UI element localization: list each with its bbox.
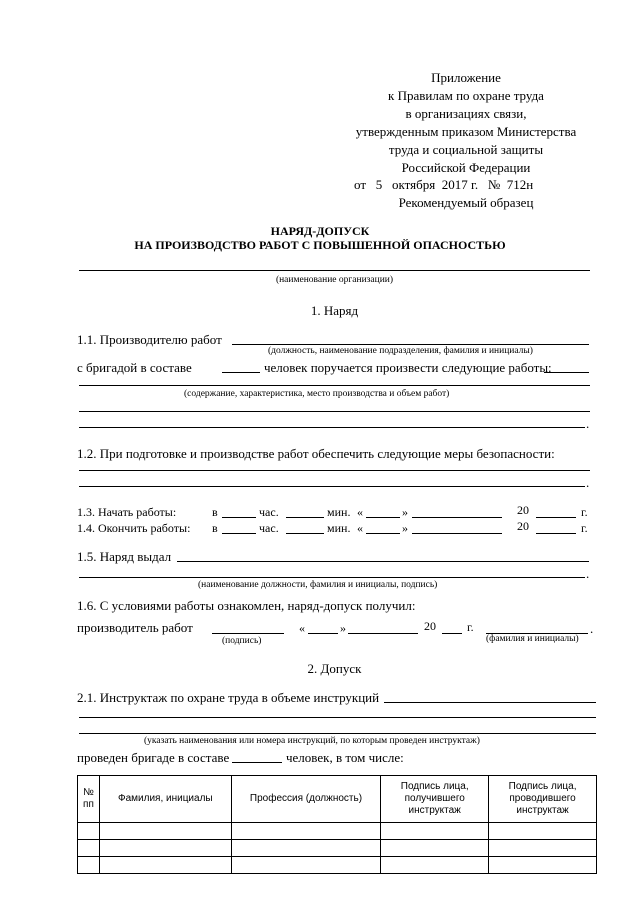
start-year-field[interactable] xyxy=(536,517,576,518)
table-cell[interactable] xyxy=(381,823,489,840)
brigade-prefix: с бригадой в составе xyxy=(77,360,192,375)
p16-label: 1.6. С условиями работы ознакомлен, наряд-допуск получил: xyxy=(77,598,416,613)
org-name-field[interactable] xyxy=(79,270,590,271)
end-month-field[interactable] xyxy=(412,533,502,534)
table-cell[interactable] xyxy=(99,857,231,874)
appendix-line-5: труда и социальной защиты xyxy=(388,142,544,157)
start-hours-field[interactable] xyxy=(222,517,256,518)
table-cell[interactable] xyxy=(78,823,100,840)
performer-field[interactable] xyxy=(232,344,589,345)
briefing-table xyxy=(77,775,597,874)
works-start-field[interactable] xyxy=(544,372,589,373)
instructions-field-3[interactable] xyxy=(79,733,596,734)
doc-title-line-1: НАРЯД-ДОПУСК xyxy=(270,224,370,238)
issued-by-field-1[interactable] xyxy=(177,561,589,562)
performer-year-20: 20 xyxy=(424,619,436,633)
table-cell[interactable] xyxy=(381,857,489,874)
appendix-date-line xyxy=(354,177,533,193)
start-hours-label: час. xyxy=(259,505,279,519)
signature-caption: (подпись) xyxy=(222,636,262,646)
col-name-header: Фамилия, инициалы xyxy=(99,776,231,823)
conducted-prefix: проведен бригаде в составе xyxy=(77,750,230,765)
section1-heading: 1. Наряд xyxy=(310,303,359,318)
instructions-field-2[interactable] xyxy=(79,717,596,718)
order-number: 712н xyxy=(506,177,534,192)
p12-label: 1.2. При подготовке и производстве работ обеспечить следующие меры безопасности: xyxy=(77,446,555,461)
p15-caption: (наименование должности, фамилия и инициалы, подпись) xyxy=(198,580,438,590)
start-year-20: 20 xyxy=(517,503,529,517)
start-month-field[interactable] xyxy=(412,517,502,518)
start-minutes-label: мин. xyxy=(327,505,351,519)
col-number-header: № пп xyxy=(78,776,100,823)
date-month: октября xyxy=(392,177,436,192)
start-minutes-field[interactable] xyxy=(286,517,324,518)
col-conducted-signature-header: Подпись лица, проводившего инструктаж xyxy=(489,776,597,823)
end-year-field[interactable] xyxy=(536,533,576,534)
start-prep: в xyxy=(212,505,218,519)
appendix-line-1: Приложение xyxy=(431,70,501,85)
appendix-line-3: в организациях связи, xyxy=(405,106,527,121)
col-received-signature-header: Подпись лица, получившего инструктаж xyxy=(381,776,489,823)
end-minutes-label: мин. xyxy=(327,521,351,535)
table-cell[interactable] xyxy=(99,823,231,840)
conducted-count-field[interactable] xyxy=(232,762,282,763)
table-cell[interactable] xyxy=(231,857,381,874)
date-year: 2017 г. xyxy=(441,177,479,192)
table-row xyxy=(78,857,597,874)
section2-heading: 2. Допуск xyxy=(307,661,362,676)
works-field-1[interactable] xyxy=(79,385,590,386)
table-row xyxy=(78,823,597,840)
p14-label: 1.4. Окончить работы: xyxy=(77,521,191,535)
performer-day-field[interactable] xyxy=(308,633,338,634)
number-sign: № xyxy=(487,177,501,192)
instr-caption: (указать наименования или номера инструкций, по которым проведен инструктаж) xyxy=(144,736,480,746)
brigade-count-field[interactable] xyxy=(222,372,260,373)
table-cell[interactable] xyxy=(381,840,489,857)
table-cell[interactable] xyxy=(99,840,231,857)
end-minutes-field[interactable] xyxy=(286,533,324,534)
p13-label: 1.3. Начать работы: xyxy=(77,505,177,519)
p21-label: 2.1. Инструктаж по охране труда в объеме инструкций xyxy=(77,690,380,705)
date-prefix: от xyxy=(354,177,367,192)
table-cell[interactable] xyxy=(231,823,381,840)
table-cell[interactable] xyxy=(78,840,100,857)
conducted-suffix: человек, в том числе: xyxy=(286,750,404,765)
table-cell[interactable] xyxy=(231,840,381,857)
table-cell[interactable] xyxy=(489,823,597,840)
start-day-field[interactable] xyxy=(366,517,400,518)
works-caption: (содержание, характеристика, место производства и объем работ) xyxy=(184,389,450,399)
brigade-suffix: человек поручается произвести следующие работы: xyxy=(264,360,552,375)
end-hours-label: час. xyxy=(259,521,279,535)
works-field-3[interactable] xyxy=(79,427,585,428)
p11-caption: (должность, наименование подразделения, фамилия и инициалы) xyxy=(268,346,533,356)
appendix-line-2: к Правилам по охране труда xyxy=(388,88,544,103)
name-caption: (фамилия и инициалы) xyxy=(486,634,579,644)
table-cell[interactable] xyxy=(489,840,597,857)
end-prep: в xyxy=(212,521,218,535)
table-header-row xyxy=(78,776,597,823)
doc-title-line-2: НА ПРОИЗВОДСТВО РАБОТ С ПОВЫШЕННОЙ ОПАСНОСТЬЮ xyxy=(134,238,506,252)
appendix-line-6: Российской Федерации xyxy=(401,160,531,175)
safety-field-1[interactable] xyxy=(79,470,590,471)
works-field-2[interactable] xyxy=(79,411,590,412)
end-year-20: 20 xyxy=(517,519,529,533)
appendix-line-4: утвержденным приказом Министерства xyxy=(355,124,577,139)
org-caption: (наименование организации) xyxy=(275,275,394,285)
p11-label: 1.1. Производителю работ xyxy=(77,332,222,347)
safety-field-2[interactable] xyxy=(79,486,585,487)
performer-label: производитель работ xyxy=(77,620,193,635)
issued-by-field-2[interactable] xyxy=(79,577,585,578)
performer-year-field[interactable] xyxy=(442,633,462,634)
table-cell[interactable] xyxy=(78,857,100,874)
instructions-field-1[interactable] xyxy=(384,702,596,703)
table-cell[interactable] xyxy=(489,857,597,874)
table-row xyxy=(78,840,597,857)
col-profession-header: Профессия (должность) xyxy=(231,776,381,823)
recommended-sample: Рекомендуемый образец xyxy=(398,195,534,210)
date-day: 5 xyxy=(375,177,383,192)
end-hours-field[interactable] xyxy=(222,533,256,534)
performer-month-field[interactable] xyxy=(348,633,418,634)
p15-label: 1.5. Наряд выдал xyxy=(77,549,172,564)
performer-signature-field[interactable] xyxy=(212,633,284,634)
end-day-field[interactable] xyxy=(366,533,400,534)
